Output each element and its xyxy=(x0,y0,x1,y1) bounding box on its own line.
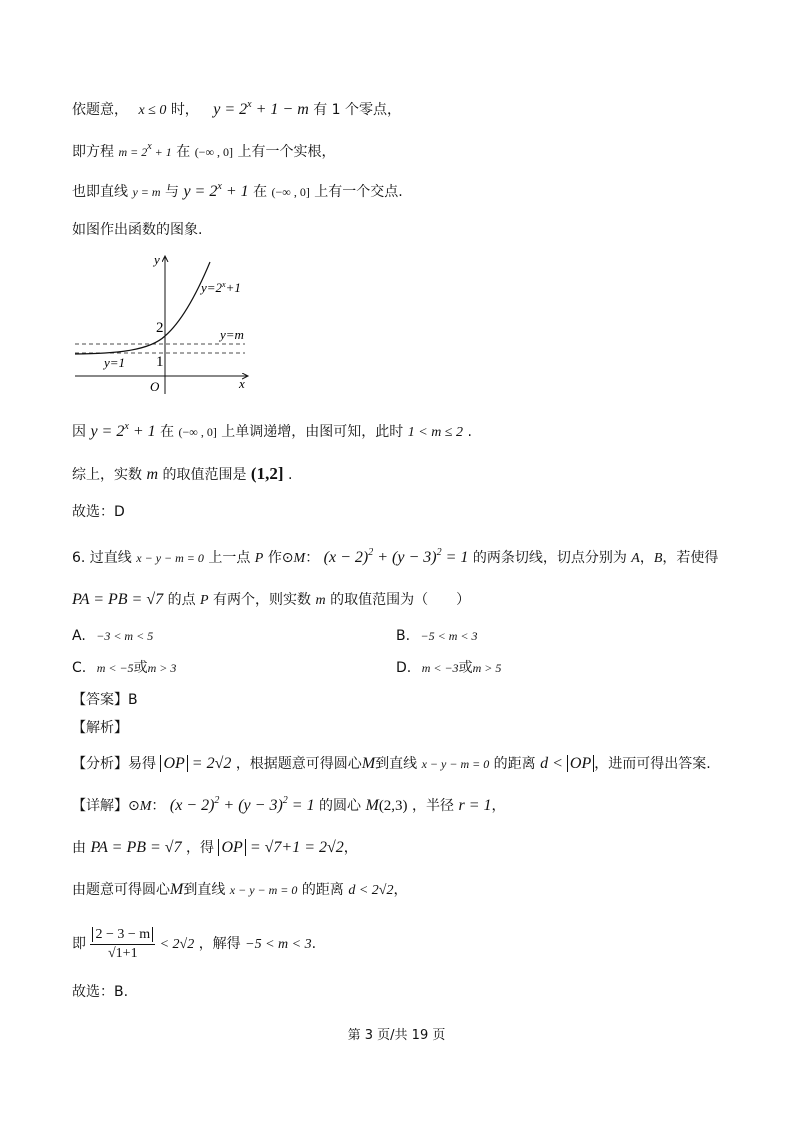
text: . xyxy=(311,936,317,952)
math-circle-equation: $(x - 2)^2 + (y - 3)^2 = 1$ xyxy=(323,547,469,566)
math-variable: P xyxy=(200,593,209,608)
math-result: −5 < m < 3 xyxy=(245,937,312,952)
math-variable: m xyxy=(315,593,326,608)
math-interval: (−∞ , 0] xyxy=(194,145,234,159)
analysis-line xyxy=(72,754,711,774)
math-line: x − y − m = 0 xyxy=(421,757,490,771)
text: ，半径 xyxy=(412,798,455,814)
text: ， xyxy=(343,840,358,856)
math-expression: OP = 2√2 xyxy=(160,755,231,772)
option-label: A. xyxy=(72,628,86,644)
text: 依题意， xyxy=(72,102,128,118)
math-line: y = m xyxy=(132,185,161,199)
math-fraction: $\frac{2 - 3 - m}{√1+1}$ xyxy=(90,926,155,963)
text: 综上，实数 xyxy=(72,467,142,483)
text: 的取值范围为（ ） xyxy=(330,592,471,608)
text: 的点 xyxy=(167,592,196,608)
option-label: D. xyxy=(396,660,412,676)
option-b[interactable] xyxy=(396,626,477,646)
text: ， xyxy=(639,550,654,566)
detail-line-2 xyxy=(72,838,358,858)
text-line-3 xyxy=(72,182,403,202)
text: 6. 过直线 xyxy=(72,550,132,566)
option-text: m < −3 xyxy=(421,661,459,675)
option-label: C. xyxy=(72,660,87,676)
text: 的两条切线，切点分别为 xyxy=(472,550,627,566)
text-line-5 xyxy=(72,422,472,443)
text: 在 xyxy=(176,144,191,160)
math-interval: (−∞ , 0] xyxy=(271,185,310,199)
text: 由题意可得圆心 xyxy=(72,882,170,898)
option-text: 或 xyxy=(133,660,148,676)
math-equation: PA = PB = √7 xyxy=(72,591,164,608)
option-label: B. xyxy=(396,628,411,644)
math-condition: x ≤ 0 xyxy=(138,103,167,118)
text: ，得 xyxy=(186,840,215,856)
question-line-2 xyxy=(72,590,470,611)
math-equation: $m = 2^x + 1$ xyxy=(118,141,172,159)
text: ： xyxy=(305,550,320,566)
math-variable: B xyxy=(653,551,663,566)
tick-label-2: 2 xyxy=(156,320,164,336)
answer-line xyxy=(72,690,138,710)
math-expression: d < OP xyxy=(540,755,594,772)
option-d[interactable] xyxy=(396,658,501,678)
math-expression: OP = √7+1 = 2√2 xyxy=(218,839,343,856)
line-m-label: y=m xyxy=(220,327,244,342)
math-line: x − y − m = 0 xyxy=(136,551,204,565)
text: 有 1 个零点， xyxy=(313,102,402,118)
math-line: x − y − m = 0 xyxy=(229,883,298,897)
option-text: m > 5 xyxy=(472,661,502,675)
answer-value: B xyxy=(128,692,138,708)
math-function: $y = 2^x + 1$ xyxy=(90,421,156,440)
math-variable: M xyxy=(170,881,184,898)
text: 时， xyxy=(170,102,199,118)
text: 到直线 xyxy=(183,882,226,898)
text: 的距离 xyxy=(301,882,344,898)
exponential-curve xyxy=(75,262,210,354)
text: 【分析】 xyxy=(72,756,128,772)
text: 【详解】 xyxy=(72,798,128,814)
text: 作⊙ xyxy=(267,550,294,566)
detail-line-1 xyxy=(72,796,506,817)
text: 即 xyxy=(72,936,86,952)
text: 到直线 xyxy=(375,756,418,772)
answer-label: 【答案】 xyxy=(72,692,128,708)
text: . xyxy=(467,424,472,440)
function-graph xyxy=(70,248,260,396)
math-inequality: < 2√2 xyxy=(159,937,195,952)
text-line-2 xyxy=(72,142,335,162)
text: ，若使得 xyxy=(662,550,719,566)
text-line-1 xyxy=(72,100,401,121)
option-text: −5 < m < 3 xyxy=(420,629,478,643)
text: 上单调递增，由图可知，此时 xyxy=(221,424,404,440)
tick-label-1: 1 xyxy=(156,354,164,370)
text: 因 xyxy=(72,424,86,440)
text: 的取值范围是 xyxy=(162,467,247,483)
math-function: $y = 2^x + 1 - m$ xyxy=(213,99,309,118)
math-range: 1 < m ≤ 2 xyxy=(407,425,463,440)
text: 在 xyxy=(160,424,175,440)
text: . xyxy=(287,467,293,483)
math-variable: M xyxy=(361,755,376,772)
text: ，进而可得出答案. xyxy=(594,756,711,772)
text: ，根据题意可得圆心 xyxy=(235,756,362,772)
text-line-6 xyxy=(72,464,292,485)
math-variable: A xyxy=(631,551,640,566)
math-circle-equation: $(x - 2)^2 + (y - 3)^2 = 1$ xyxy=(169,795,315,814)
math-equation: PA = PB = √7 xyxy=(90,839,182,856)
option-text: 或 xyxy=(458,660,473,676)
line-1-label: y=1 xyxy=(104,355,126,370)
x-axis-label: x xyxy=(239,376,245,391)
text: 易得 xyxy=(128,756,156,772)
text-line-7: 故选：D xyxy=(72,504,125,520)
math-variable: m xyxy=(146,466,159,483)
detail-line-3 xyxy=(72,880,407,901)
text: ， xyxy=(393,882,408,898)
text: 由 xyxy=(72,840,86,856)
analysis-heading: 【解析】 xyxy=(72,720,128,736)
text: ⊙ xyxy=(128,798,140,814)
math-variable: M xyxy=(139,799,152,814)
math-variable: P xyxy=(254,551,264,566)
y-axis-label: y xyxy=(154,252,160,267)
text: ，解得 xyxy=(198,936,241,952)
math-variable: M xyxy=(293,551,306,566)
option-text: m < −5 xyxy=(96,661,134,675)
text: 的距离 xyxy=(493,756,536,772)
option-text: −3 < m < 5 xyxy=(96,629,154,643)
text: 与 xyxy=(165,184,179,200)
text: ， xyxy=(491,798,506,814)
final-answer: 故选：B. xyxy=(72,984,129,1000)
math-function: $y = 2^x + 1$ xyxy=(183,181,249,200)
math-inequality: d < 2√2 xyxy=(348,883,394,898)
text-line-4: 如图作出函数的图象. xyxy=(72,222,203,238)
text: 上有一个实根， xyxy=(237,144,336,160)
text: 即方程 xyxy=(72,144,114,160)
math-interval: (−∞ , 0] xyxy=(178,425,217,439)
option-a[interactable] xyxy=(72,626,153,646)
text: 上有一个交点. xyxy=(314,184,403,200)
origin-label: O xyxy=(150,379,160,394)
text: 的圆心 xyxy=(319,798,362,814)
text: 也即直线 xyxy=(72,184,128,200)
text: 在 xyxy=(253,184,268,200)
option-c[interactable] xyxy=(72,658,176,678)
page-footer: 第 3 页/共 19 页 xyxy=(347,1028,446,1043)
detail-line-4 xyxy=(72,922,316,967)
text: 上一点 xyxy=(208,550,251,566)
text: 有两个，则实数 xyxy=(213,592,312,608)
question-line-1 xyxy=(72,548,718,569)
curve-label: $y=2^x+1$ xyxy=(201,280,241,295)
math-radius: r = 1 xyxy=(458,797,492,814)
text: ： xyxy=(151,798,166,814)
option-text: m > 3 xyxy=(147,661,177,675)
math-point: M(2,3) xyxy=(365,797,408,814)
math-range: (1,2] xyxy=(250,464,284,483)
